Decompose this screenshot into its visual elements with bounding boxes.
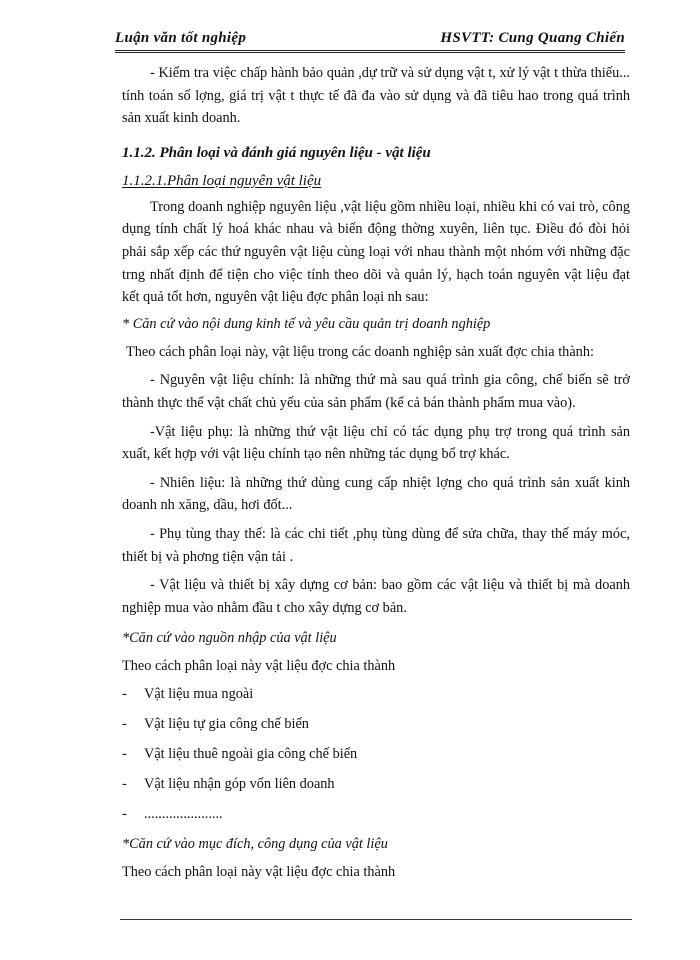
page-header: [115, 24, 625, 53]
footer-divider: [120, 919, 632, 920]
criterion-economic-intro: Theo cách phân loại này, vật liệu trong các doanh nghiệp sản xuất đợc chia thành:: [126, 343, 594, 360]
dash-marker: -: [122, 806, 127, 823]
item-main-materials: - Nguyên vật liệu chính: là những thứ mà sau quá trình gia công, chế biến sẽ trở thành thực thể vật chất chủ yếu của sản phẩm (kể cả bán thành phẩm mua vào).: [122, 372, 630, 411]
item-construction-materials: - Vật liệu và thiết bị xây dựng cơ bản: bao gồm các vật liệu và thiết bị mà doanh nghiệp mua vào nhằm đầu t cho xây dựng cơ bản.: [122, 577, 630, 616]
criterion-source: *Căn cứ vào nguồn nhập của vật liệu: [122, 630, 337, 647]
source-list: [122, 683, 630, 825]
intro-paragraph: - Kiểm tra việc chấp hành bảo quản ,dự trữ và sử dụng vật t, xử lý vật t thừa thiếu... tính toán số lợng, giá trị vật t thực tế đã đa vào sử dụng và đã tiêu hao trong quá trình sản xuất kinh doanh.: [122, 65, 630, 127]
criterion-source-intro: Theo cách phân loại này vật liệu đợc chia thành: [122, 658, 396, 675]
item-spare-parts: - Phụ tùng thay thế: là các chi tiết ,phụ tùng dùng để sửa chữa, thay thế máy móc, thiết bị và phơng tiện vận tải .: [122, 525, 630, 565]
classification-paragraph: Trong doanh nghiệp nguyên liệu ,vật liệu gồm nhiều loại, nhiều khi có vai trò, công dụng tính chất lý hoá khác nhau và biến động thờng xuyên, liên tục. Điều đó đòi hỏi phải sắp xếp các thứ nguyên vật liệu cùng loại với nhau thành một nhóm với những đặc trng nhất định để tiện cho việc tính theo dõi và quản lý, hạch toán nguyên vật liệu đạt kết quả tốt hơn, nguyên vật liệu đợc phân loại nh sau:: [122, 198, 630, 306]
criterion-purpose: *Căn cứ vào mục đích, công dụng của vật liệu: [122, 836, 388, 853]
criterion-economic-content: * Căn cứ vào nội dung kinh tế và yêu cầu quản trị doanh nghiệp: [122, 315, 491, 332]
dash-marker: -: [122, 686, 127, 703]
subsection-heading: 1.1.2.1.Phân loại nguyên vật liệu: [122, 172, 322, 189]
list-item: - ......................: [122, 803, 630, 825]
header-thesis-title: Luận văn tốt nghiệp: [115, 30, 247, 46]
header-student-name: HSVTT: Cung Quang Chiến: [440, 30, 625, 46]
list-item: - Vật liệu mua ngoài: [122, 683, 630, 705]
list-item: - Vật liệu tự gia công chế biến: [122, 713, 630, 735]
dash-marker: -: [122, 746, 127, 763]
list-item: - Vật liệu nhận góp vốn liên doanh: [122, 773, 630, 795]
list-item: - Vật liệu thuê ngoài gia công chế biến: [122, 743, 630, 765]
criterion-purpose-intro: Theo cách phân loại này vật liệu đợc chia thành: [122, 864, 396, 881]
dash-marker: -: [122, 776, 127, 793]
item-auxiliary-materials: -Vật liệu phụ: là những thứ vật liệu chỉ có tác dụng phụ trợ trong quá trình sản xuất, kết hợp với vật liệu chính tạo nên những tác dụng bổ trợ khác.: [122, 423, 630, 463]
section-heading: 1.1.2. Phân loại và đánh giá nguyên liệu - vật liệu: [122, 144, 431, 161]
document-body: [122, 62, 630, 883]
dash-marker: -: [122, 716, 127, 733]
item-fuel: - Nhiên liệu: là những thứ dùng cung cấp nhiệt lợng cho quá trình sản xuất kinh doanh nh xăng, dầu, hơi đốt...: [122, 474, 630, 514]
